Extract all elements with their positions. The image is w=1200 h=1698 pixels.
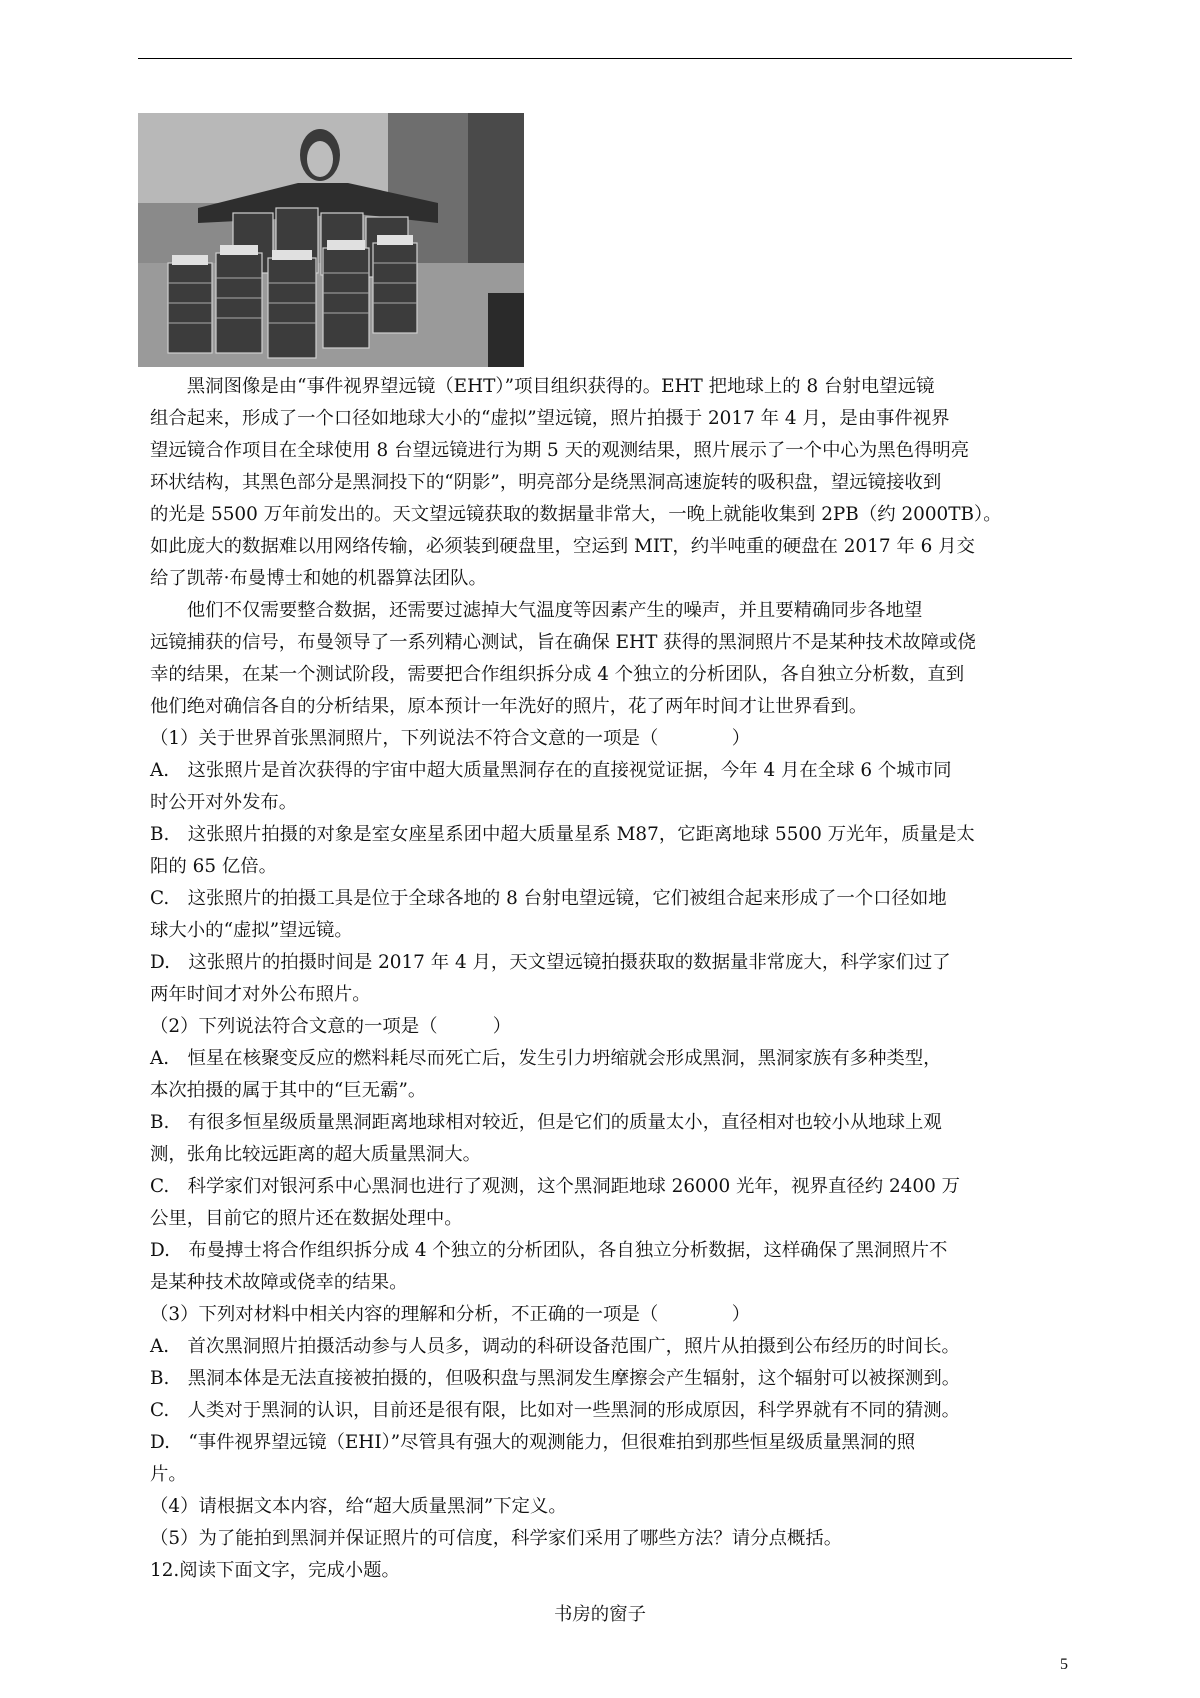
page-number: 5 bbox=[1060, 1656, 1068, 1673]
question-4: （4）请根据文本内容，给“超大质量黑洞”下定义。 bbox=[150, 1496, 567, 1517]
question-2-option-c-cont: 公里，目前它的照片还在数据处理中。 bbox=[150, 1208, 463, 1229]
next-item-title: 书房的窗子 bbox=[554, 1604, 646, 1625]
passage-p2-line: 他们绝对确信各自的分析结果，原本预计一年洗好的照片，花了两年时间才让世界看到。 bbox=[150, 696, 868, 717]
question-3-option-a: A. 首次黑洞照片拍摄活动参与人员多，调动的科研设备范围广，照片从拍摄到公布经历的时间长。 bbox=[150, 1336, 960, 1357]
passage-p2-line: 他们不仅需要整合数据，还需要过滤掉大气温度等因素产生的噪声，并且要精确同步各地望 bbox=[150, 600, 923, 621]
question-1-option-d: D. 这张照片的拍摄时间是 2017 年 4 月，天文望远镜拍摄获取的数据量非常庞大，科学家们过了 bbox=[150, 952, 951, 973]
next-item-instruction: 12.阅读下面文字，完成小题。 bbox=[150, 1560, 400, 1581]
passage-p1-line: 的光是 5500 万年前发出的。天文望远镜获取的数据量非常大，一晚上就能收集到 2PB（约 2000TB）。 bbox=[150, 504, 1002, 525]
passage-p1-line: 望远镜合作项目在全球使用 8 台望远镜进行为期 5 天的观测结果，照片展示了一个中心为黑色得明亮 bbox=[150, 440, 970, 461]
passage-p1-line: 如此庞大的数据难以用网络传输，必须装到硬盘里，空运到 MIT，约半吨重的硬盘在 2017 年 6 月交 bbox=[150, 536, 975, 557]
question-1-option-a: A. 这张照片是首次获得的宇宙中超大质量黑洞存在的直接视觉证据，今年 4 月在全球 6 个城市同 bbox=[150, 760, 952, 781]
question-1-option-c: C. 这张照片的拍摄工具是位于全球各地的 8 台射电望远镜，它们被组合起来形成了一个口径如地 bbox=[150, 888, 947, 909]
question-5: （5）为了能拍到黑洞并保证照片的可信度，科学家们采用了哪些方法？请分点概括。 bbox=[150, 1528, 843, 1549]
question-2-option-c: C. 科学家们对银河系中心黑洞也进行了观测，这个黑洞距地球 26000 光年，视界直径约 2400 万 bbox=[150, 1176, 961, 1197]
question-3-option-d: D. “事件视界望远镜（EHI）”尽管具有强大的观测能力，但很难拍到那些恒星级质量黑洞的照 bbox=[150, 1432, 916, 1453]
question-3-option-c: C. 人类对于黑洞的认识，目前还是很有限，比如对一些黑洞的形成原因，科学界就有不同的猜测。 bbox=[150, 1400, 961, 1421]
question-1-option-a-cont: 时公开对外发布。 bbox=[150, 792, 298, 813]
passage-p1-line: 黑洞图像是由“事件视界望远镜（EHT）”项目组织获得的。EHT 把地球上的 8 台射电望远镜 bbox=[150, 376, 935, 397]
question-1-option-b: B. 这张照片拍摄的对象是室女座星系团中超大质量星系 M87，它距离地球 5500 万光年，质量是太 bbox=[150, 824, 975, 845]
question-2-option-a-cont: 本次拍摄的属于其中的“巨无霸”。 bbox=[150, 1080, 427, 1101]
question-2-option-b-cont: 测，张角比较远距离的超大质量黑洞大。 bbox=[150, 1144, 482, 1165]
question-1-option-b-cont: 阳的 65 亿倍。 bbox=[150, 856, 278, 877]
question-3-option-b: B. 黑洞本体是无法直接被拍摄的，但吸积盘与黑洞发生摩擦会产生辐射，这个辐射可以被探测到。 bbox=[150, 1368, 961, 1389]
question-1-option-d-cont: 两年时间才对外公布照片。 bbox=[150, 984, 371, 1005]
passage-p2-line: 幸的结果，在某一个测试阶段，需要把合作组织拆分成 4 个独立的分析团队，各自独立分析数，直到 bbox=[150, 664, 965, 685]
question-2-option-d-cont: 是某种技术故障或侥幸的结果。 bbox=[150, 1272, 408, 1293]
question-2-option-d: D. 布曼搏士将合作组织拆分成 4 个独立的分析团队，各自独立分析数据，这样确保了黑洞照片不 bbox=[150, 1240, 948, 1261]
question-3-stem: （3）下列对材料中相关内容的理解和分析，不正确的一项是（ ） bbox=[150, 1304, 751, 1325]
question-1-option-c-cont: 球大小的“虚拟”望远镜。 bbox=[150, 920, 353, 941]
header-rule bbox=[138, 58, 1072, 59]
question-2-stem: （2）下列说法符合文意的一项是（ ） bbox=[150, 1016, 512, 1037]
passage-p2-line: 远镜捕获的信号，布曼领导了一系列精心测试，旨在确保 EHT 获得的黑洞照片不是某种技术故障或侥 bbox=[150, 632, 976, 653]
passage-p1-line: 给了凯蒂·布曼博士和她的机器算法团队。 bbox=[150, 568, 487, 589]
question-2-option-b: B. 有很多恒星级质量黑洞距离地球相对较近，但是它们的质量太小，直径相对也较小从地球上观 bbox=[150, 1112, 942, 1133]
question-1-stem: （1）关于世界首张黑洞照片，下列说法不符合文意的一项是（ ） bbox=[150, 728, 751, 749]
question-2-option-a: A. 恒星在核聚变反应的燃料耗尽而死亡后，发生引力坍缩就会形成黑洞，黑洞家族有多种类型， bbox=[150, 1048, 942, 1069]
passage-p1-line: 组合起来，形成了一个口径如地球大小的“虚拟”望远镜，照片拍摄于 2017 年 4 月，是由事件视界 bbox=[150, 408, 950, 429]
question-3-option-d-cont: 片。 bbox=[150, 1464, 187, 1485]
black-hole-data-hard-drives-photo-icon bbox=[138, 113, 524, 367]
passage-p1-line: 环状结构，其黑色部分是黑洞投下的“阴影”，明亮部分是绕黑洞高速旋转的吸积盘，望远镜接收到 bbox=[150, 472, 942, 493]
